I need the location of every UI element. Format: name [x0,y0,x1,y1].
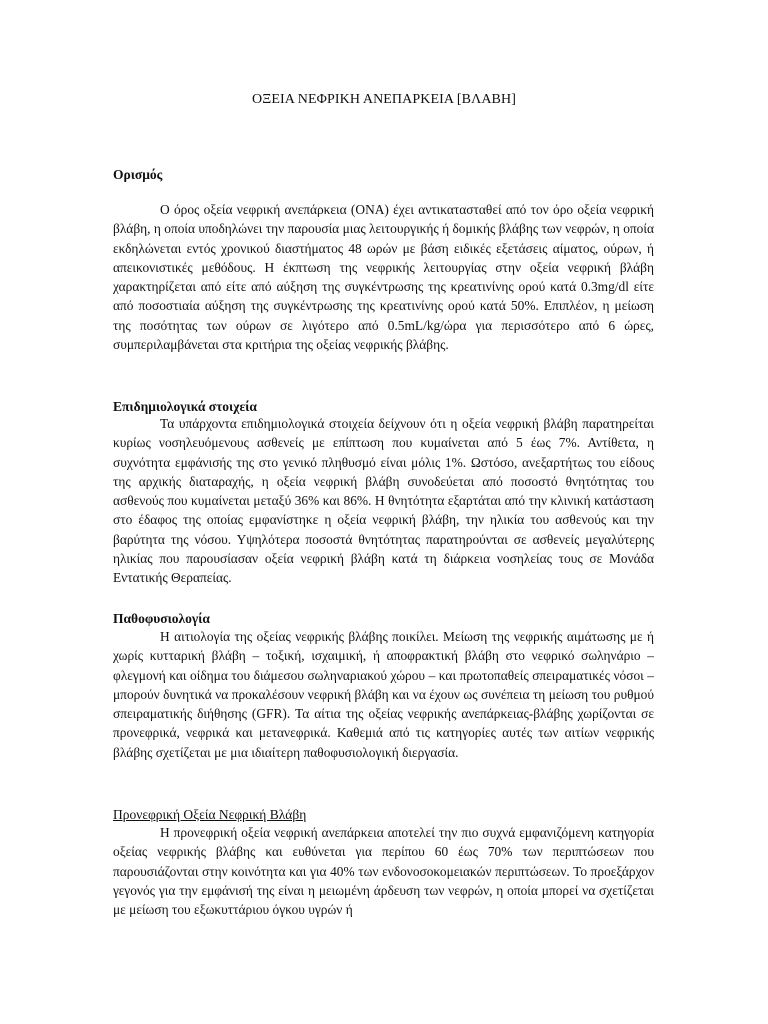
section-heading-epidemiology: Επιδημιολογικά στοιχεία [113,399,257,414]
section-heading-definition: Ορισμός [113,167,163,182]
section-heading-prerenal: Προνεφρική Οξεία Νεφρική Βλάβη [113,807,307,822]
section-text-epidemiology: Τα υπάρχοντα επιδημιολογικά στοιχεία δείχνουν ότι η οξεία νεφρική βλάβη παρατηρείται κυρίως νοσηλευόμενους ασθενείς με επίπτωση που κυμαίνεται από 5 έως 7%. Αντίθετα, η συχνότητα εμφάνισής της στο γενικό πληθυσμό είναι μόλις 1%. Ωστόσο, ανεξαρτήτως του είδους της αρχικής διαταραχής, η οξεία νεφρική βλάβη συνοδεύεται από ποσοστό θνητότητας του ασθενούς που κυμαίνεται μεταξύ 36% και 86%. Η θνητότητα εξαρτάται από την κλινική κατάσταση στο έδαφος της οποίας εμφανίστηκε η οξεία νεφρική βλάβη, την ηλικία του ασθενούς και την βαρύτητα της νόσου. Υψηλότερα ποσοστά θνητότητας παρατηρούνται σε ασθενείς μεγαλύτερης ηλικίας που παρουσίασαν οξεία νεφρική βλάβη κατά τη διάρκεια νοσηλείας τους σε Μονάδα Εντατικής Θεραπείας. [113,416,654,586]
section-text-definition: Ο όρος οξεία νεφρική ανεπάρκεια (ΟΝΑ) έχει αντικατασταθεί από τον όρο οξεία νεφρική βλάβη, η οποία υποδηλώνει την παρουσία μιας λειτουργικής ή δομικής βλάβης των νεφρών, η οποία εκδηλώνεται εντός χρονικού διαστήματος 48 ωρών με βάση ειδικές εξετάσεις αίματος, ούρων, ή απεικονιστικές μεθόδους. Η έκπτωση της νεφρικής λειτουργίας στην οξεία νεφρική βλάβη χαρακτηρίζεται από είτε από αύξηση της συγκέντρωσης της κρεατινίνης ορού κατά 0.3mg/dl είτε από ποσοστιαία αύξηση της συγκέντρωσης της κρεατινίνης ορού κατά 50%. Επιπλέον, η μείωση της ποσότητας των ούρων σε λιγότερο από 0.5mL/kg/ώρα για περισσότερο από 6 ώρες, συμπεριλαμβάνεται στα κριτήρια της οξείας νεφρικής βλάβης. [113,202,654,353]
section-heading-pathophysiology: Παθοφυσιολογία [113,611,210,626]
section-text-pathophysiology: Η αιτιολογία της οξείας νεφρικής βλάβης ποικίλει. Μείωση της νεφρικής αιμάτωσης με ή χωρίς κυτταρική βλάβη – τοξική, ισχαιμική, ή αποφρακτική βλάβη στο νεφρικό σωληνάριο – φλεγμονή και οίδημα του διάμεσου σωληναριακού χώρου – και πρωτοπαθείς σπειραματικές νόσοι – μπορούν δυνητικά να προκαλέσουν νεφρική βλάβη και να έχουν ως συνέπεια τη μείωση του ρυθμού σπειραματικής διήθησης (GFR). Τα αίτια της οξείας νεφρικής ανεπάρκειας-βλάβης χωρίζονται σε προνεφρικά, νεφρικά και μετανεφρικά. Καθεμιά από τις κατηγορίες αυτές των αιτίων νεφρικής βλάβης σχετίζεται με μια ιδιαίτερη παθοφυσιολογική διεργασία. [113,629,654,760]
document-title: ΟΞΕΙΑ ΝΕΦΡΙΚΗ ΑΝΕΠΑΡΚΕΙΑ [ΒΛΑΒΗ] [252,92,516,107]
section-text-prerenal: Η προνεφρική οξεία νεφρική ανεπάρκεια αποτελεί την πιο συχνά εμφανιζόμενη κατηγορία οξείας νεφρικής βλάβης και ευθύνεται για περίπου 60 έως 70% των περιπτώσεων που παρουσιάζονται στην κοινότητα και για 40% των ενδονοσοκομειακών περιπτώσεων. Το προεξάρχον γεγονός για την εμφάνισή της είναι η μειωμένη άρδευση των νεφρών, η οποία μπορεί να σχετίζεται με μείωση του εξωκυττάριου όγκου υγρών ή [113,825,654,918]
